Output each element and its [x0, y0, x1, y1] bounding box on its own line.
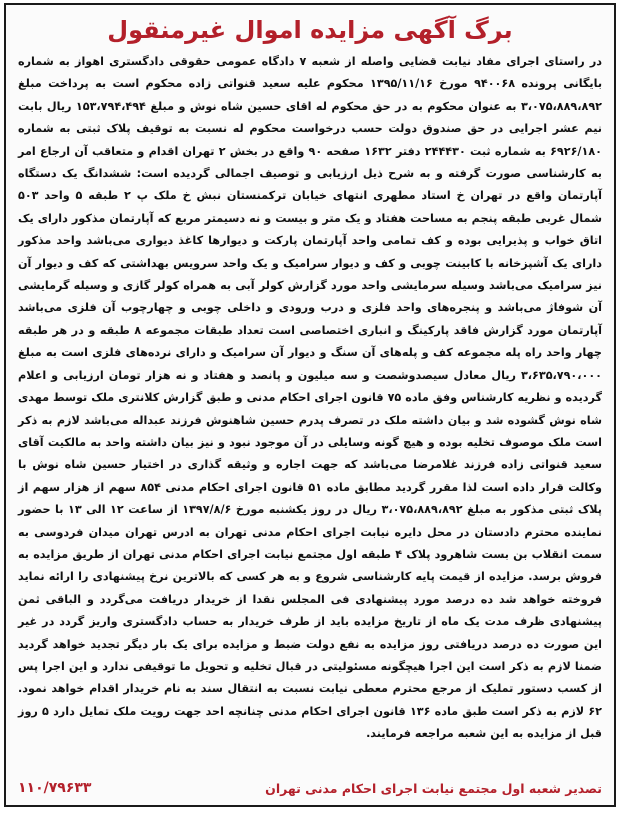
notice-frame — [4, 3, 616, 807]
notice-title: برگ آگهی مزایده اموال غیرمنقول — [107, 16, 513, 44]
notice-body: در راستای اجرای مفاد نیابت قضایی واصله از شعبه ۷ دادگاه عمومی حقوقی دادگستری اهواز به شماره بایگانی پرونده ۹۴۰۰۶۸ مورخ ۱۳۹۵/۱۱/۱۶ محکوم علیه سعید قنواتی زاده محکوم است به پرداخت مبلغ ۳،۰۷۵،۸۸۹،۸۹۲ به عنوان محکوم به در حق محکوم له اقای حسین شاه نوش و مبلغ ۱۵۳،۷۹۴،۴۹۴ ریال بابت نیم عشر اجرایی در حق صندوق دولت حسب درخواست محکوم له نسبت به توقیف پلاک ثبتی به شماره ۶۹۲۶/۱۸۰ به شماره ثبت ۲۴۴۴۳۰ دفتر ۱۶۳۲ صفحه ۹۰ واقع در بخش ۲ تهران اقدام و متعاقب آن ارجاع امر به کارشناسی صورت گرفته و به شرح ذیل ارزیابی و توصیف اجمالی گردیده است: ششدانگ یک دستگاه آپارتمان واقع در تهران خ استاد مطهری انتهای خیابان ترکمنستان نبش خ ملک پ ۲ طبقه ۵ واحد ۵۰۳ شمال غربی طبقه پنجم به مساحت هفتاد و یک متر و بیست و نه دسیمتر مربع که آپارتمان مذکور دارای یک اتاق خواب و پذیرایی بوده و کف تمامی واحد آپارتمان پارکت و دیوارها کاغذ دیواری می‌باشد واحد مذکور دارای یک آشپزخانه با کابینت چوبی و کف و دیوار سرامیک و یک واحد سرویس بهداشتی که کف و دیوار آن نیز سرامیک می‌باشد وسیله سرمایشی واحد مورد گزارش کولر آبی به همراه کولر گازی و وسیله گرمایشی آن شوفاژ می‌باشد و پنجره‌های واحد فلزی و درب ورودی و داخلی چوبی و چهارچوب آن فلزی می‌باشد آپارتمان مورد گزارش فاقد پارکینگ و انباری اختصاصی است تعداد طبقات مجموعه ۸ طبقه و در هر طبقه چهار واحد راه پله مجموعه کف و پله‌های آن سنگ و دیوار آن سرامیک و دارای نرده‌های فلزی است به مبلغ ۳،۶۳۵،۷۹۰،۰۰۰ ریال معادل سیصدوشصت و سه میلیون و پانصد و هفتاد و نه هزار تومان ارزیابی و اعلام گردیده و نظریه کارشناس وفق ماده ۷۵ قانون اجرای احکام مدنی و طبق گزارش کلانتری ملک توسط مهدی شاه نوش گشوده شد و بیان داشته ملک در تصرف پدرم حسین شاهنوش فرزند عبداله می‌باشد لازم به ذکر است ملک موصوف تخلیه بوده و هیچ گونه وسایلی در آن موجود نبود و نیز بیان داشته واحد به مالکیت آقای سعید قنواتی زاده فرزند غلامرضا می‌باشد که جهت اجاره و وثیقه گذاری در اختیار حسین شاه نوش با وکالت قرار داده است لذا مقرر گردید مطابق ماده ۵۱ قانون اجرای احکام مدنی ۸۵۴ سهم از هزار سهم از پلاک ثبتی مذکور به مبلغ ۳،۰۷۵،۸۸۹،۸۹۲ ریال در روز یکشنبه مورخ ۱۳۹۷/۸/۶ از ساعت ۱۲ الی ۱۳ با حضور نماینده محترم دادستان در محل دایره نیابت اجرای احکام مدنی تهران به ادرس تهران میدان فردوسی به سمت انقلاب بن بست شاهرود پلاک ۴ طبقه اول مجتمع نیابت اجرای احکام مدنی تهران از طریق مزایده به فروش برسد. مزایده از قیمت پایه کارشناسی شروع و به هر کسی که بالاترین نرخ پیشنهادی را ارائه نماید فروخته خواهد شد ده درصد مورد پیشنهادی فی المجلس نقدا از خریدار دریافت می‌گردد و الباقی ثمن پیشنهادی ظرف مدت یک ماه از تاریخ مزایده باید از طرف خریدار به حساب دادگستری واریز گردد در غیر این صورت ده درصد دریافتی روز مزایده به نفع دولت ضبط و مزایده برای یک بار دیگر تجدید خواهد گردید ضمنا لازم به ذکر است این اجرا هیچگونه مسئولیتی در قبال تخلیه و تحویل ما توقیفی ندارد و این اجرا پس از کسب دستور تملیک از مرجع محترم معطی نیابت نسبت به انتقال سند به نام خریدار اقدام خواهد نمود. ۶۲ لازم به ذکر است طبق ماده ۱۳۶ قانون اجرای احکام مدنی چنانچه احد جهت رویت ملک تمایل دارد ۵ روز قبل از مزایده به این شعبه مراجعه فرمایند. — [18, 55, 603, 741]
notice-code: ۱۱۰/۷۹۶۳۳ — [18, 780, 92, 796]
notice-footer — [18, 777, 602, 799]
issuer-signature: تصدیر شعبه اول مجتمع نیابت اجرای احکام مدنی تهران — [265, 780, 602, 796]
title-area — [18, 11, 602, 51]
